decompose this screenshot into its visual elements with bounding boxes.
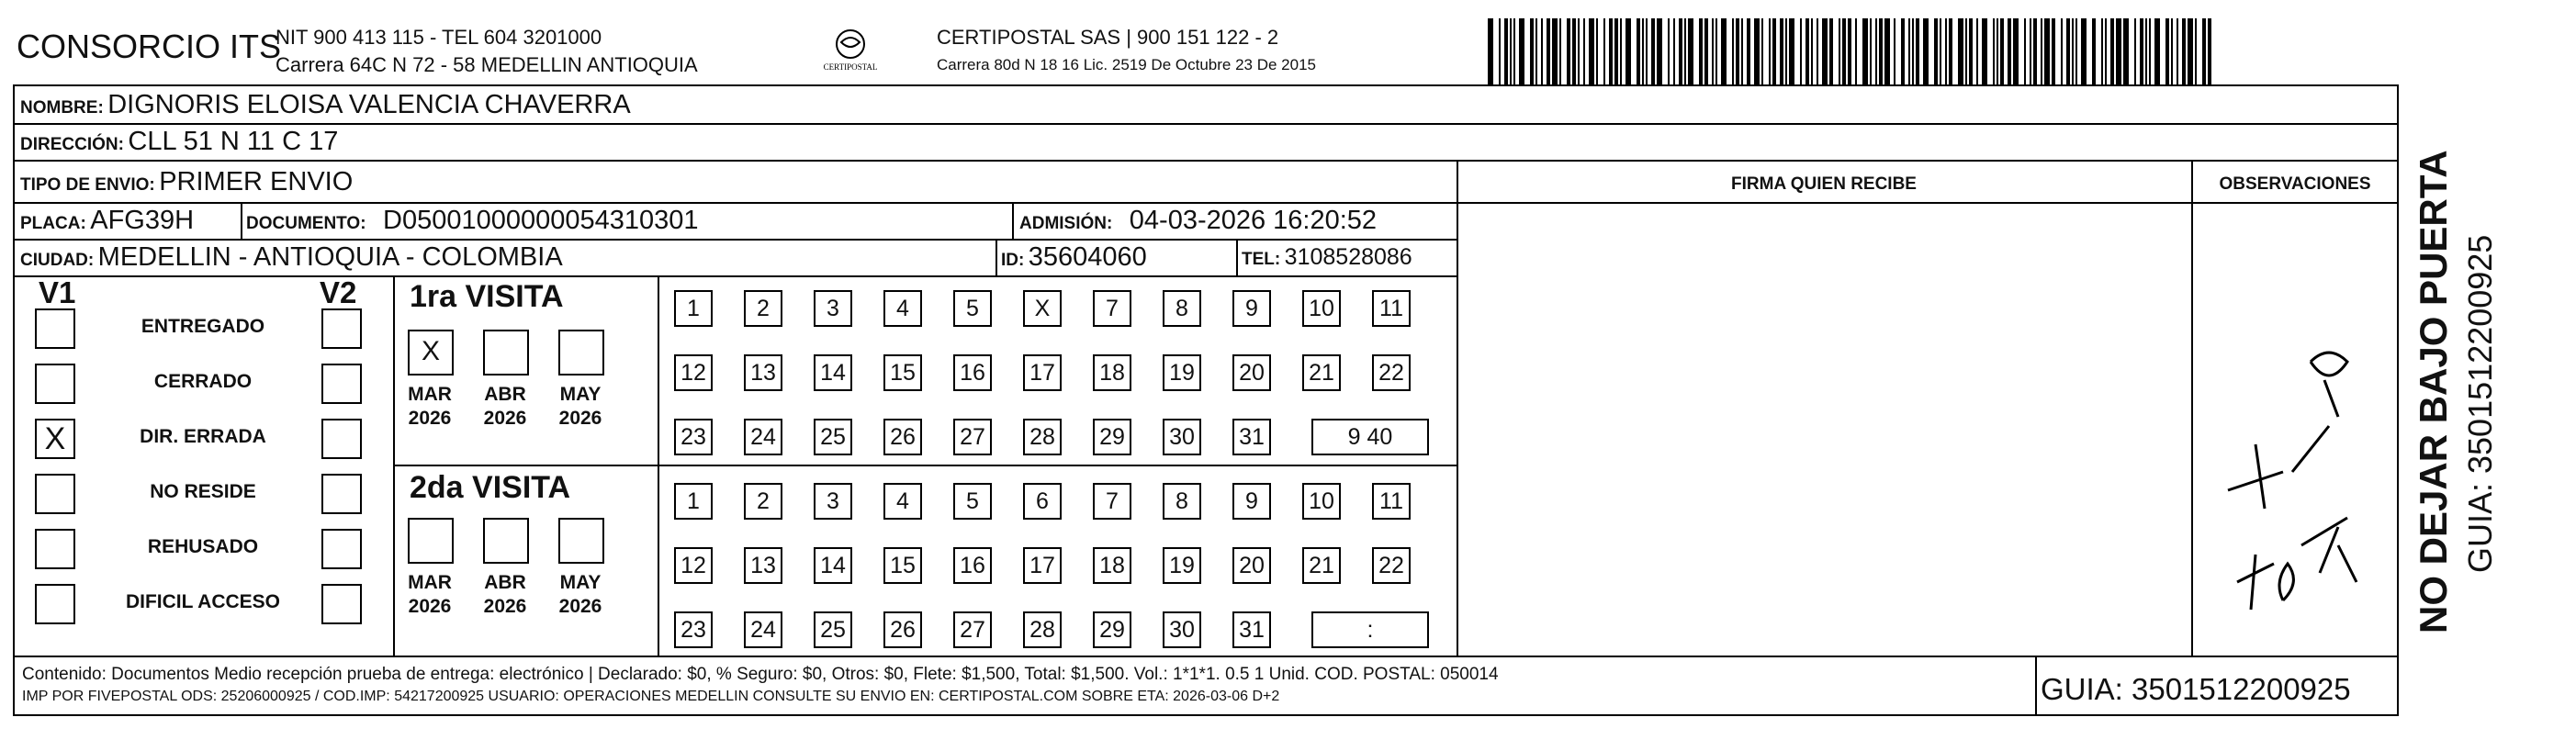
barcode-bar — [1679, 18, 1682, 84]
barcode-bar — [1982, 18, 1987, 84]
barcode-bar — [1488, 18, 1493, 84]
day-box[interactable]: 18 — [1093, 354, 1131, 391]
status-label-5: REHUSADO — [147, 536, 259, 557]
barcode-bar — [1870, 18, 1872, 84]
barcode-bar — [2000, 18, 2004, 84]
tel-field — [1242, 244, 1412, 271]
barcode-bar — [1589, 18, 1594, 84]
observaciones-label: OBSERVACIONES — [2219, 174, 2371, 194]
courier-info — [937, 24, 1316, 79]
day-box[interactable]: 28 — [1023, 611, 1062, 648]
documento-value: D05001000000054310301 — [383, 206, 699, 235]
day-box[interactable]: 10 — [1302, 483, 1341, 520]
barcode-bar — [1772, 18, 1776, 84]
barcode-bar — [1699, 18, 1703, 84]
day-box[interactable]: 12 — [674, 547, 713, 584]
barcode-bar — [2188, 18, 2193, 84]
day-box[interactable]: 1 — [674, 483, 713, 520]
month-year: 2026 — [408, 408, 452, 429]
barcode-bar — [1761, 18, 1763, 84]
day-box[interactable]: 30 — [1163, 419, 1201, 455]
barcode-bar — [1646, 18, 1648, 84]
barcode-bar — [2123, 18, 2129, 84]
day-box[interactable]: 9 — [1232, 483, 1271, 520]
month-checkbox[interactable]: X — [408, 330, 454, 376]
id-label: ID: — [1001, 251, 1025, 270]
barcode-bar — [1997, 18, 1998, 84]
barcode-bar — [2072, 18, 2074, 84]
company-name: CONSORCIO ITS — [17, 28, 282, 65]
v2-checkbox[interactable] — [321, 419, 362, 459]
barcode-bar — [2105, 18, 2107, 84]
month-year: 2026 — [483, 408, 527, 429]
barcode-bar — [2110, 18, 2114, 84]
admision-label: ADMISIÓN: — [1019, 214, 1113, 233]
direccion-row — [20, 127, 338, 157]
day-box[interactable]: 11 — [1372, 290, 1411, 327]
barcode-bar — [2182, 18, 2186, 84]
barcode-bar — [1596, 18, 1598, 84]
v2-checkbox[interactable] — [321, 584, 362, 624]
barcode-bar — [1839, 18, 1840, 84]
day-box[interactable]: 9 — [1232, 290, 1271, 327]
barcode-bar — [2044, 18, 2050, 84]
barcode-bar — [1949, 18, 1952, 84]
month-label: ABR — [484, 572, 526, 593]
placa-label: PLACA: — [20, 214, 86, 233]
v1-label: V1 — [39, 275, 76, 309]
barcode-bar — [1829, 18, 1833, 84]
barcode-bar — [1530, 18, 1534, 84]
day-box[interactable]: 18 — [1093, 547, 1131, 584]
day-box[interactable]: 19 — [1163, 547, 1201, 584]
day-box[interactable]: X — [1023, 290, 1062, 327]
v1-checkbox[interactable] — [35, 308, 75, 349]
barcode-bar — [1668, 18, 1670, 84]
barcode-bar — [1912, 18, 1914, 84]
barcode-bar — [1800, 18, 1802, 84]
footer-guia: GUIA: 3501512200925 — [2041, 672, 2351, 706]
placa-value: AFG39H — [90, 206, 195, 235]
day-box[interactable]: 17 — [1023, 354, 1062, 391]
month-checkbox[interactable] — [558, 330, 604, 376]
day-box[interactable]: 22 — [1372, 547, 1411, 584]
barcode-bar — [1651, 18, 1655, 84]
barcode-bar — [2101, 18, 2103, 84]
first-visit-title: 1ra VISITA — [410, 279, 564, 314]
barcode-bar — [1884, 18, 1890, 84]
delivery-form — [13, 84, 2399, 716]
barcode-bar — [2202, 18, 2206, 84]
status-label-2: CERRADO — [153, 371, 253, 392]
day-box[interactable]: 8 — [1163, 290, 1201, 327]
barcode-bar — [1732, 18, 1734, 84]
day-box[interactable]: 6 — [1023, 483, 1062, 520]
day-box[interactable]: 24 — [744, 419, 782, 455]
barcode-bar — [1879, 18, 1883, 84]
v1-checkbox[interactable] — [35, 474, 75, 514]
barcode-bar — [2165, 18, 2169, 84]
logo-text: CERTIPOSTAL — [823, 62, 878, 72]
barcode-bar — [1940, 18, 1941, 84]
barcode-bar — [1559, 18, 1561, 84]
barcode-bar — [1894, 18, 1895, 84]
month-label: MAR — [408, 572, 452, 593]
time-box[interactable]: : — [1311, 611, 1429, 648]
barcode-bar — [1504, 18, 1508, 84]
documento-label: DOCUMENTO: — [246, 214, 366, 233]
day-box[interactable]: 4 — [883, 290, 922, 327]
day-box[interactable]: 30 — [1163, 611, 1201, 648]
barcode-bar — [1614, 18, 1618, 84]
footer-line-2: IMP POR FIVEPOSTAL ODS: 25206000925 / COD.IMP: 54217200925 USUARIO: OPERACIONES MEDELLIN CONSULTE SU ENVIO EN: CERTIPOSTAL.COM SOBRE ETA: 2026-03-06 D+2 — [22, 689, 1280, 704]
day-box[interactable]: 11 — [1372, 483, 1411, 520]
footer-line-1: Contenido: Documentos Medio recepción prueba de entrega: electrónico | Declarado: $0, % Seguro: $0, Otros: $0, Flete: $1,500, Total: $1,500. Vol.: 1*1*1. 0.5 1 Unid. COD. POSTAL: 050014 — [22, 665, 1499, 684]
tipo-envio-label: TIPO DE ENVIO: — [20, 175, 155, 195]
barcode-bar — [1934, 18, 1938, 84]
barcode-bar — [1993, 18, 1995, 84]
day-box[interactable]: 21 — [1302, 354, 1341, 391]
day-box[interactable]: 5 — [953, 290, 992, 327]
barcode-bar — [1499, 18, 1501, 84]
company-nit: NIT 900 413 115 - TEL 604 3201000 — [276, 26, 602, 49]
barcode-bar — [1817, 18, 1818, 84]
month-label: MAR — [408, 384, 452, 405]
nombre-row — [20, 90, 631, 120]
day-box[interactable]: 27 — [953, 419, 992, 455]
logo-icon — [814, 26, 887, 77]
day-box[interactable]: 10 — [1302, 290, 1341, 327]
barcode-bar — [1842, 18, 1846, 84]
day-box[interactable]: 28 — [1023, 419, 1062, 455]
barcode-bar — [1673, 18, 1675, 84]
v2-checkbox[interactable] — [321, 529, 362, 569]
barcode-bar — [1736, 18, 1739, 84]
day-box[interactable]: 17 — [1023, 547, 1062, 584]
day-box[interactable]: 25 — [814, 611, 852, 648]
barcode-bar — [1862, 18, 1868, 84]
barcode-bar — [1901, 18, 1905, 84]
month-year: 2026 — [558, 408, 602, 429]
month-year: 2026 — [558, 596, 602, 617]
barcode-bar — [1609, 18, 1613, 84]
barcode-bar — [1583, 18, 1585, 84]
barcode-bar — [1785, 18, 1787, 84]
barcode-bar — [2208, 18, 2211, 84]
v1-checkbox[interactable] — [35, 584, 75, 624]
barcode-bar — [1805, 18, 1809, 84]
ciudad-field — [20, 242, 563, 273]
day-box[interactable]: 4 — [883, 483, 922, 520]
month-label: ABR — [484, 384, 526, 405]
month-year: 2026 — [408, 596, 452, 617]
day-box[interactable]: 16 — [953, 354, 992, 391]
barcode-bar — [1637, 18, 1640, 84]
barcode-bar — [1620, 18, 1622, 84]
barcode-bar — [1848, 18, 1851, 84]
barcode-bar — [1780, 18, 1783, 84]
tel-value: 3108528086 — [1284, 244, 1412, 270]
v2-checkbox[interactable] — [321, 308, 362, 349]
placa-field — [20, 206, 194, 236]
barcode-bar — [1965, 18, 1967, 84]
barcode-bar — [1747, 18, 1750, 84]
day-box[interactable]: 29 — [1093, 419, 1131, 455]
courier-name: CERTIPOSTAL SAS | 900 151 122 - 2 — [937, 26, 1279, 49]
admision-field — [1019, 206, 1377, 236]
day-box[interactable]: 15 — [883, 547, 922, 584]
barcode-bar — [1976, 18, 1978, 84]
barcode-bar — [2116, 18, 2121, 84]
handwritten-observation — [2200, 307, 2384, 637]
barcode-bar — [1547, 18, 1550, 84]
month-year: 2026 — [483, 596, 527, 617]
day-box[interactable]: 14 — [814, 354, 852, 391]
barcode-bar — [2140, 18, 2143, 84]
barcode-bar — [2075, 18, 2077, 84]
ciudad-label: CIUDAD: — [20, 251, 95, 270]
barcode-bar — [2066, 18, 2070, 84]
day-box[interactable]: 2 — [744, 290, 782, 327]
month-checkbox[interactable] — [483, 518, 529, 564]
barcode-bar — [2081, 18, 2087, 84]
barcode-bar — [2030, 18, 2031, 84]
tipo-envio-row — [20, 167, 353, 197]
barcode-bar — [1822, 18, 1828, 84]
day-box[interactable]: 7 — [1093, 290, 1131, 327]
id-field — [1001, 242, 1147, 273]
tel-label: TEL: — [1242, 250, 1281, 269]
day-box[interactable]: 26 — [883, 611, 922, 648]
status-label-4: NO RESIDE — [150, 481, 256, 502]
barcode-bar — [1855, 18, 1857, 84]
courier-address: Carrera 80d N 18 16 Lic. 2519 De Octubre 23 De 2015 — [937, 56, 1316, 73]
day-box[interactable]: 2 — [744, 483, 782, 520]
month-checkbox[interactable] — [483, 330, 529, 376]
day-box[interactable]: 20 — [1232, 354, 1271, 391]
barcode-bar — [1741, 18, 1743, 84]
barcode-bar — [1572, 18, 1576, 84]
barcode-bar — [2008, 18, 2011, 84]
barcode-bar — [1769, 18, 1771, 84]
day-box[interactable]: 19 — [1163, 354, 1201, 391]
day-box[interactable]: 1 — [674, 290, 713, 327]
barcode-bar — [1923, 18, 1929, 84]
barcode-bar — [2149, 18, 2151, 84]
day-box[interactable]: 24 — [744, 611, 782, 648]
barcode-bar — [1945, 18, 1947, 84]
side-warning: NO DEJAR BAJO PUERTA — [2412, 150, 2455, 633]
v1-checkbox[interactable] — [35, 364, 75, 404]
barcode-bar — [1712, 18, 1714, 84]
barcode-bar — [1578, 18, 1580, 84]
v1-checkbox[interactable]: X — [35, 419, 75, 459]
barcode-bar — [1754, 18, 1760, 84]
barcode-bar — [1721, 18, 1727, 84]
documento-field — [246, 206, 699, 236]
day-box[interactable]: 22 — [1372, 354, 1411, 391]
day-box[interactable]: 5 — [953, 483, 992, 520]
day-box[interactable]: 15 — [883, 354, 922, 391]
barcode-bar — [1715, 18, 1717, 84]
barcode-bar — [2033, 18, 2037, 84]
company-info — [276, 24, 698, 79]
barcode-bar — [1603, 18, 1605, 84]
day-box[interactable]: 29 — [1093, 611, 1131, 648]
side-guia: GUIA: 3501512200925 — [2461, 234, 2499, 573]
barcode-bar — [2061, 18, 2063, 84]
barcode-bar — [1535, 18, 1537, 84]
month-checkbox[interactable] — [558, 518, 604, 564]
day-box[interactable]: 16 — [953, 547, 992, 584]
v2-checkbox[interactable] — [321, 474, 362, 514]
ciudad-value: MEDELLIN - ANTIOQUIA - COLOMBIA — [97, 242, 563, 272]
barcode-bar — [2177, 18, 2178, 84]
nombre-label: NOMBRE: — [20, 98, 104, 118]
v2-checkbox[interactable] — [321, 364, 362, 404]
status-label-1: ENTREGADO — [141, 316, 265, 337]
day-box[interactable]: 3 — [814, 483, 852, 520]
day-box[interactable]: 23 — [674, 611, 713, 648]
day-box[interactable]: 13 — [744, 547, 782, 584]
barcode-bar — [1513, 18, 1515, 84]
id-value: 35604060 — [1028, 242, 1147, 272]
day-box[interactable]: 7 — [1093, 483, 1131, 520]
barcode-bar — [1688, 18, 1693, 84]
day-box[interactable]: 20 — [1232, 547, 1271, 584]
barcode-bar — [1567, 18, 1570, 84]
barcode-bar — [1519, 18, 1524, 84]
day-box[interactable]: 31 — [1232, 611, 1271, 648]
status-label-6: DIFICIL ACCESO — [125, 591, 280, 612]
barcode-bar — [2052, 18, 2055, 84]
barcode-bar — [2092, 18, 2096, 84]
direccion-label: DIRECCIÓN: — [20, 135, 124, 154]
barcode-bar — [1684, 18, 1686, 84]
barcode-bar — [2154, 18, 2160, 84]
month-label: MAY — [559, 384, 602, 405]
barcode-bar — [2024, 18, 2026, 84]
barcode-bar — [1916, 18, 1919, 84]
barcode — [1488, 18, 2222, 84]
v1-checkbox[interactable] — [35, 529, 75, 569]
barcode-bar — [1552, 18, 1558, 84]
barcode-bar — [2145, 18, 2147, 84]
day-box[interactable]: 26 — [883, 419, 922, 455]
barcode-bar — [2013, 18, 2019, 84]
barcode-bar — [1657, 18, 1662, 84]
time-box[interactable]: 9 40 — [1311, 419, 1429, 455]
day-box[interactable]: 27 — [953, 611, 992, 648]
barcode-bar — [2041, 18, 2042, 84]
day-box[interactable]: 12 — [674, 354, 713, 391]
nombre-value: DIGNORIS ELOISA VALENCIA CHAVERRA — [107, 90, 631, 119]
firma-label: FIRMA QUIEN RECIBE — [1731, 174, 1917, 194]
day-box[interactable]: 25 — [814, 419, 852, 455]
barcode-bar — [1625, 18, 1631, 84]
status-label-3: DIR. ERRADA — [140, 426, 266, 447]
day-box[interactable]: 3 — [814, 290, 852, 327]
barcode-bar — [1875, 18, 1877, 84]
barcode-bar — [2195, 18, 2197, 84]
barcode-bar — [1642, 18, 1644, 84]
barcode-bar — [1908, 18, 1910, 84]
day-box[interactable]: 14 — [814, 547, 852, 584]
day-box[interactable]: 23 — [674, 419, 713, 455]
barcode-bar — [1541, 18, 1543, 84]
day-box[interactable]: 31 — [1232, 419, 1271, 455]
direccion-value: CLL 51 N 11 C 17 — [128, 127, 339, 156]
day-box[interactable]: 8 — [1163, 483, 1201, 520]
tipo-envio-value: PRIMER ENVIO — [159, 167, 354, 196]
v2-label: V2 — [320, 275, 357, 309]
admision-value: 04-03-2026 16:20:52 — [1129, 206, 1378, 235]
barcode-bar — [2171, 18, 2173, 84]
second-visit-title: 2da VISITA — [410, 470, 571, 505]
month-label: MAY — [559, 572, 602, 593]
day-box[interactable]: 21 — [1302, 547, 1341, 584]
certipostal-logo — [814, 26, 887, 77]
barcode-bar — [1969, 18, 1973, 84]
barcode-bar — [1958, 18, 1963, 84]
barcode-bar — [2134, 18, 2136, 84]
day-box[interactable]: 13 — [744, 354, 782, 391]
month-checkbox[interactable] — [408, 518, 454, 564]
barcode-bar — [1789, 18, 1794, 84]
company-address: Carrera 64C N 72 - 58 MEDELLIN ANTIOQUIA — [276, 53, 698, 76]
barcode-bar — [1510, 18, 1512, 84]
barcode-bar — [1811, 18, 1813, 84]
barcode-bar — [1704, 18, 1708, 84]
